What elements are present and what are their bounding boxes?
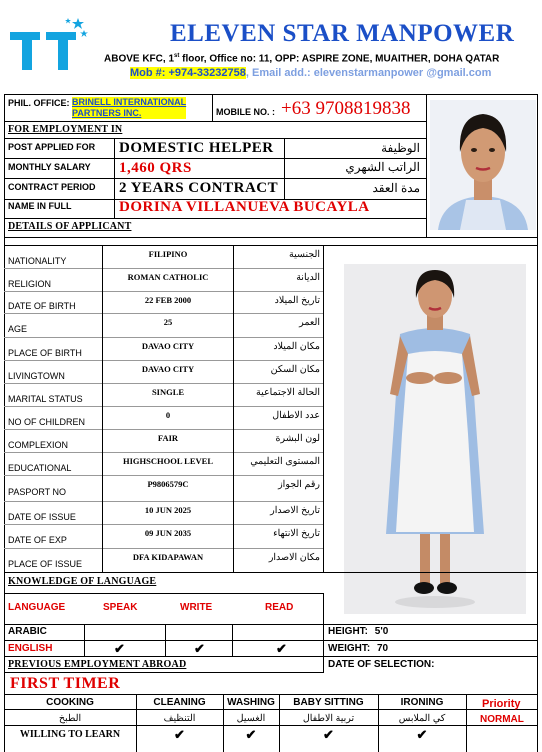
detail-ar-marital-status: الحالة الاجتماعية: [256, 387, 320, 398]
applicant-name: DORINA VILLANUEVA BUCAYLA: [119, 199, 370, 215]
detail-ar-place-of-issue: مكان الاصدار: [268, 552, 320, 563]
skill-header-cleaning: CLEANING: [153, 697, 206, 708]
detail-value-livingtown: DAVAO CITY: [141, 364, 195, 374]
detail-label-place-of-birth: PLACE OF BIRTH: [8, 347, 82, 358]
detail-label-date-of-exp: DATE OF EXP: [8, 535, 67, 545]
detail-label-religion: RELIGION: [8, 278, 52, 289]
english-speak-check: ✔: [114, 641, 125, 656]
priority-label: Priority: [482, 698, 521, 710]
detail-label-marital-status: MARITAL STATUS: [8, 393, 83, 404]
skill-value-cooking: WILLING TO LEARN: [19, 729, 121, 740]
contract-label: CONTRACT PERIOD: [8, 182, 96, 192]
company-address: ABOVE KFC, 1st floor, Office no: 11, OPP: ASPIRE ZONE, MUAITHER, DOHA QATAR: [104, 53, 500, 65]
detail-value-no-of-children: 0: [165, 410, 171, 420]
mobile-label: MOBILE NO. :: [216, 107, 275, 117]
weight-field: WEIGHT: 70: [328, 643, 389, 654]
name-label: NAME IN FULL: [8, 201, 72, 211]
contract-value: 2 YEARS CONTRACT: [119, 180, 279, 196]
detail-ar-religion: الديانة: [296, 272, 320, 283]
detail-value-marital-status: SINGLE: [151, 387, 185, 397]
phil-office-label: PHIL. OFFICE:: [8, 98, 70, 108]
detail-label-educational: EDUCATIONAL: [8, 462, 72, 473]
detail-ar-complexion: لون البشرة: [275, 433, 320, 444]
date-of-selection-label: DATE OF SELECTION:: [328, 659, 435, 670]
skill-check-ironing: ✔: [416, 727, 428, 742]
priority-value: NORMAL: [480, 714, 524, 725]
skill-header-ar-cleaning: التنظيف: [163, 713, 196, 724]
detail-value-educational: HIGHSCHOOL LEVEL: [123, 456, 213, 466]
mobile-value: +63 9708819838: [281, 98, 411, 119]
applicant-portrait-photo: [430, 100, 536, 230]
detail-label-place-of-issue: PLACE OF ISSUE: [8, 559, 83, 569]
salary-label: MONTHLY SALARY: [8, 162, 91, 172]
detail-ar-age: العمر: [299, 317, 320, 328]
post-ar: الوظيفة: [381, 141, 420, 155]
detail-value-nationality: FILIPINO: [148, 249, 188, 259]
col-speak: SPEAK: [103, 602, 138, 613]
detail-value-pasport-no: P9806579C: [147, 479, 189, 489]
detail-label-complexion: COMPLEXION: [8, 439, 69, 450]
detail-value-date-of-birth: 22 FEB 2000: [144, 295, 192, 305]
company-name: ELEVEN STAR MANPOWER: [170, 20, 515, 47]
detail-value-age: 25: [163, 317, 173, 327]
skill-header-washing: WASHING: [227, 697, 275, 708]
company-logo: [8, 14, 90, 74]
english-write-check: ✔: [194, 641, 205, 656]
col-write: WRITE: [180, 602, 213, 613]
lang-row-english: ENGLISH: [8, 643, 53, 654]
phil-office-value: BRINELL INTERNATIONAL PARTNERS INC.: [72, 97, 187, 118]
detail-label-date-of-issue: DATE OF ISSUE: [8, 511, 76, 522]
detail-value-place-of-issue: DFA KIDAPAWAN: [132, 552, 204, 562]
detail-ar-pasport-no: رقم الجواز: [278, 479, 320, 490]
detail-ar-no-of-children: عدد الاطفال: [272, 410, 320, 421]
skill-check-washing: ✔: [245, 727, 257, 742]
detail-value-complexion: FAIR: [157, 433, 179, 443]
detail-label-no-of-children: NO OF CHILDREN: [8, 416, 86, 427]
detail-ar-educational: المستوى التعليمي: [250, 456, 320, 467]
detail-ar-date-of-issue: تاريخ الاصدار: [270, 505, 320, 516]
skill-header-ar-cooking: الطبخ: [58, 713, 82, 724]
skill-header-ar-baby-sitting: تربية الاطفال: [302, 713, 355, 724]
previous-employment-heading: PREVIOUS EMPLOYMENT ABROAD: [8, 659, 187, 670]
skill-header-ironing: IRONING: [400, 697, 444, 708]
skill-header-baby-sitting: BABY SITTING: [293, 697, 364, 708]
skill-check-cleaning: ✔: [174, 727, 185, 742]
detail-label-pasport-no: PASPORT NO: [8, 487, 67, 497]
detail-ar-place-of-birth: مكان الميلاد: [273, 341, 320, 352]
salary-value: 1,460 QRS: [119, 160, 192, 176]
company-email: , Email add.: elevenstarmanpower @gmail.com: [245, 67, 492, 79]
company-mobile: Mob #: +974-33232758: [130, 67, 246, 79]
detail-label-date-of-birth: DATE OF BIRTH: [8, 301, 76, 311]
skill-header-ar-washing: الغسيل: [236, 713, 266, 724]
employment-heading: FOR EMPLOYMENT IN: [8, 124, 123, 135]
detail-label-livingtown: LIVINGTOWN: [8, 370, 65, 381]
detail-ar-livingtown: مكان السكن: [270, 364, 320, 375]
salary-ar: الراتب الشهري: [345, 160, 420, 174]
height-field: HEIGHT: 5'0: [328, 626, 389, 637]
detail-label-age: AGE: [8, 324, 28, 334]
post-value: DOMESTIC HELPER: [119, 140, 274, 156]
previous-employment-value: FIRST TIMER: [10, 675, 121, 692]
english-read-check: ✔: [276, 641, 287, 656]
contract-ar: مدة العقد: [372, 181, 420, 195]
details-heading: DETAILS OF APPLICANT: [8, 221, 132, 232]
col-language: LANGUAGE: [8, 602, 66, 613]
col-read: READ: [265, 602, 294, 613]
detail-value-date-of-exp: 09 JUN 2035: [144, 528, 192, 538]
detail-ar-date-of-exp: تاريخ الانتهاء: [273, 528, 320, 539]
language-heading: KNOWLEDGE OF LANGUAGE: [8, 576, 157, 587]
detail-ar-date-of-birth: تاريخ الميلاد: [274, 295, 320, 306]
company-contact: [130, 67, 491, 79]
skill-header-cooking: COOKING: [46, 697, 94, 708]
skill-header-ar-ironing: كي الملابس: [398, 713, 446, 724]
applicant-full-body-photo: [344, 264, 526, 614]
lang-row-arabic: ARABIC: [8, 626, 47, 637]
post-label: POST APPLIED FOR: [8, 142, 96, 152]
detail-value-place-of-birth: DAVAO CITY: [141, 341, 195, 351]
detail-value-religion: ROMAN CATHOLIC: [127, 272, 209, 282]
detail-label-nationality: NATIONALITY: [8, 255, 67, 266]
skill-check-baby-sitting: ✔: [323, 727, 334, 742]
detail-ar-nationality: الجنسية: [289, 249, 320, 260]
detail-value-date-of-issue: 10 JUN 2025: [144, 505, 192, 515]
